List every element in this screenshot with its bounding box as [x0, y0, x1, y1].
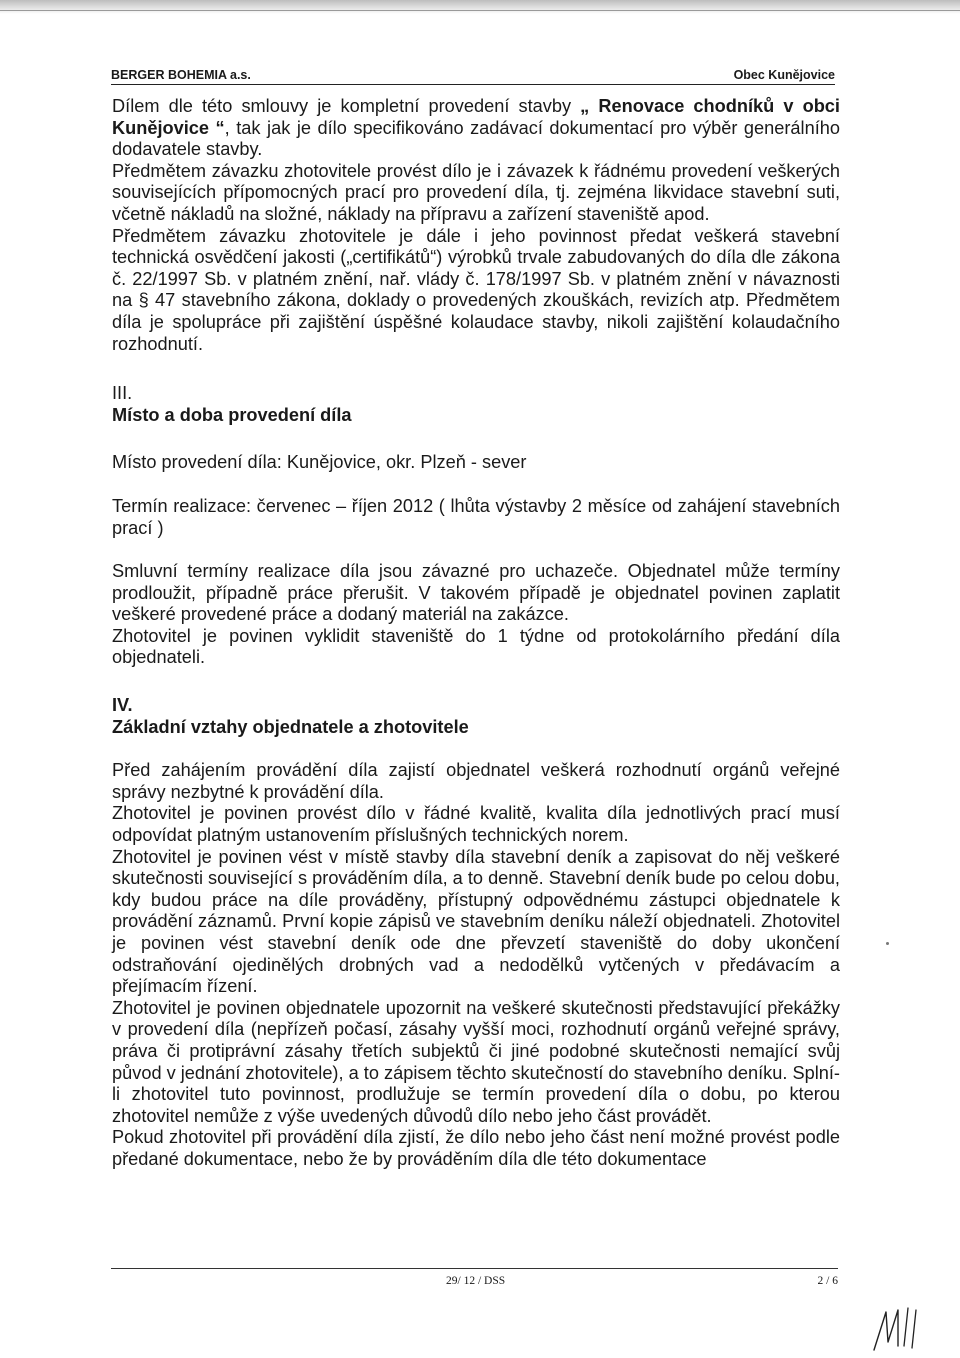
handwritten-initials-signature: [868, 1302, 924, 1354]
page-footer: [111, 1268, 838, 1287]
paragraph-construction-diary: Zhotovitel je povinen vést v místě stavby díla stavební deník a zapisovat do něj veškeré skutečnosti související s prováděním díla, a to denně. Stavební deník bude po celou dobu, kdy budou práce na díle prováděny, přístupný odpovědnému zástupci objednatele k provádění záznamů. První kopie zápisů ve stavebním deníku náleží objednateli. Zhotovitel je povinen vést stavební deník ode dne převzetí staveniště do doby ukončení odstraňování ojedinělých drobných vad a nedodělků vytčených v předávacím a přejímacím řízení.: [112, 846, 840, 997]
scope-text-post: , tak jak je dílo specifikováno zadávací dokumentací pro výběr generálního dodavatele stavby.: [112, 117, 840, 160]
paragraph-quality: Zhotovitel je povinen provést dílo v řádné kvalitě, kvalita díla jednotlivých prací musí odpovídat platným ustanovením příslušných technických norem.: [112, 803, 840, 846]
scan-edge-line: [0, 10, 960, 11]
paragraph-terms-binding: Smluvní termíny realizace díla jsou závazné pro uchazeče. Objednatel může termíny prodloužit, případně práce přerušit. V takovém případě je objednatel povinen zaplatit veškeré provedené práce a dodaný materiál na zakázce.: [112, 561, 840, 625]
paragraph-documentation: Pokud zhotovitel při provádění díla zjistí, že dílo nebo jeho část není možné provést podle předané dokumentace, nebo že by prováděním díla dle této dokumentace: [112, 1127, 840, 1169]
header-company: BERGER BOHEMIA a.s.: [111, 68, 251, 82]
paragraph-obligations: Předmětem závazku zhotovitele provést dílo je i závazek k řádnému provedení veškerých souvisejících přípomocných prací pro provedení díla, tj. zejména likvidace stavební suti, včetně nákladů na složné, náklady na přípravu a zařízení staveniště apod.: [112, 160, 840, 224]
scan-speck: [886, 942, 889, 945]
project-name: „ Renovace chodníků v obci Kunějovice “: [112, 96, 840, 138]
page-header: [111, 66, 835, 85]
paragraph-scope: [112, 96, 840, 161]
paragraph-permits: Před zahájením provádění díla zajistí objednatel veškerá rozhodnutí orgánů veřejné správy nezbytné k provádění díla.: [112, 760, 840, 802]
document-code: 29/ 12 / DSS: [446, 1275, 506, 1287]
section-4-number: IV.: [112, 695, 133, 716]
page-number: 2 / 6: [817, 1275, 838, 1287]
section-3-number: III.: [112, 383, 133, 404]
document-body: [112, 96, 840, 1171]
header-client: Obec Kunějovice: [733, 68, 835, 82]
paragraph-certificates: Předmětem závazku zhotovitele je dále i jeho povinnost předat veškerá stavební technická osvědčení jakosti („certifikátů“) výrobků trvale zabudovaných do díla dle zákona č. 22/1997 Sb. v platném znění, nař. vlády č. 178/1997 Sb. v platném znění v návaznosti na § 47 stavebního zákona, doklady o provedených zkouškách, revizích atp. Předmětem díla je spolupráce při zajištění úspěšné kolaudace stavby, nikoli zajištění kolaudačního rozhodnutí.: [112, 225, 840, 354]
section-4-title: Základní vztahy objednatele a zhotovitele: [112, 716, 469, 737]
term-of-realization: Termín realizace: červenec – říjen 2012 ( lhůta výstavby 2 měsíce od zahájení stavebních prací ): [112, 495, 840, 538]
section-3-title: Místo a doba provedení díla: [112, 404, 352, 425]
paragraph-obstacles: Zhotovitel je povinen objednatele upozornit na veškeré skutečnosti představující překážky v provedení díla (nepřízeň počasí, zásahy vyšší moci, rozhodnutí orgánů veřejné správy, práva či protiprávní zásahy třetích subjektů či jiné podobné skutečnosti nemající svůj původ v jednání zhotovitele), a to zápisem těchto skutečností do stavebního deníku. Splní-li zhotovitel tuto povinnost, prodlužuje se termín provedení díla o dobu, po kterou zhotovitel nemůže z výše uvedených důvodů dílo nebo jeho část provádět.: [112, 997, 840, 1126]
place-of-work: Místo provedení díla: Kunějovice, okr. Plzeň - sever: [112, 452, 527, 473]
scan-edge: [0, 0, 960, 14]
paragraph-site-clearance: Zhotovitel je povinen vyklidit staveniště do 1 týdne od protokolárního předání díla objednateli.: [112, 625, 840, 668]
scope-text-pre: Dílem dle této smlouvy je kompletní provedení stavby: [112, 96, 581, 116]
